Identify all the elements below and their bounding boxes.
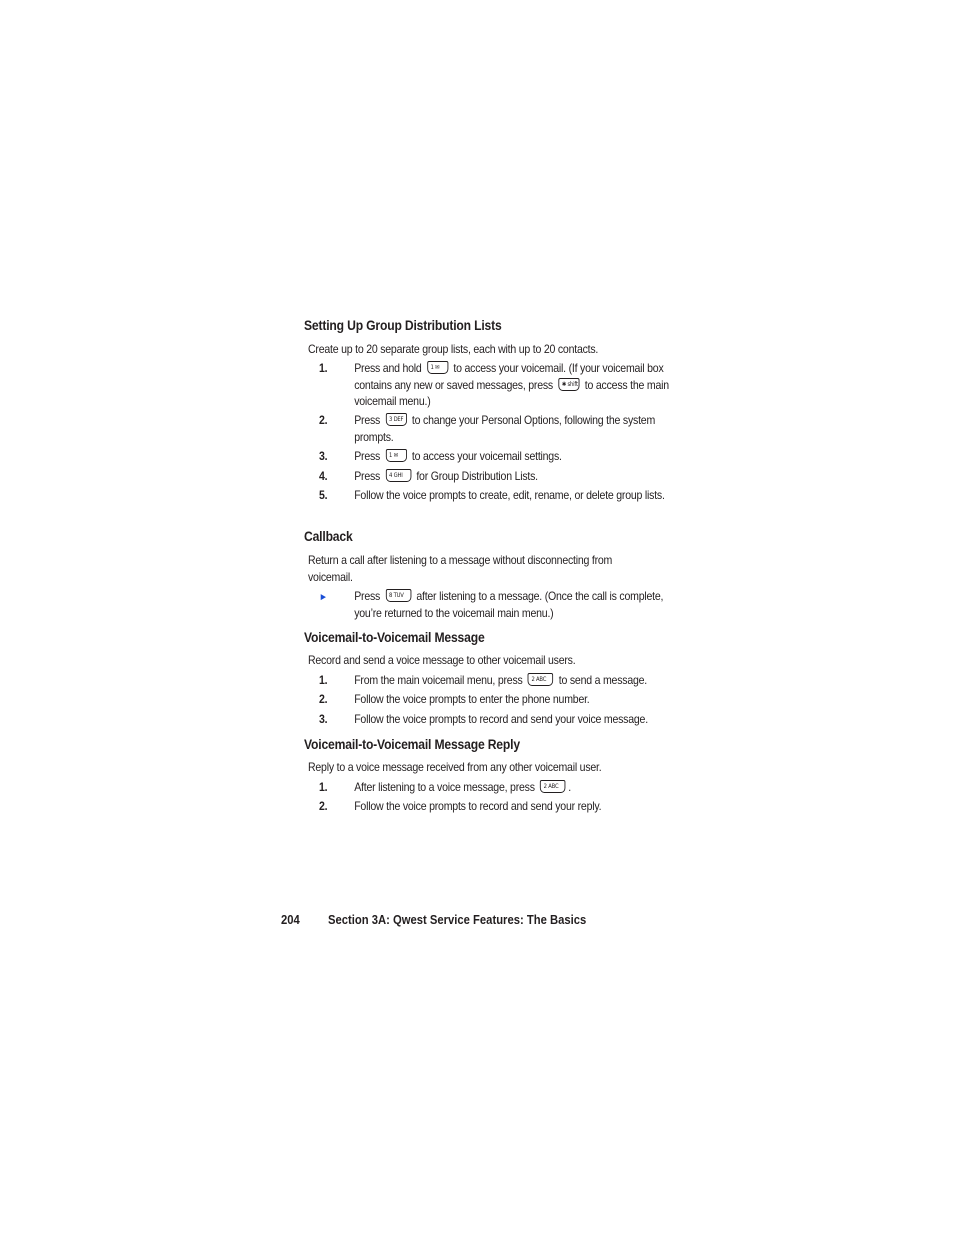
step-text: Press 1 ✉ to access your voicemail settings. bbox=[354, 449, 562, 463]
section-footer-title: Section 3A: Qwest Service Features: The Basics bbox=[328, 913, 587, 927]
step-number: 5. bbox=[319, 488, 328, 502]
step-text: From the main voicemail menu, press 2 ABC to send a message. bbox=[354, 673, 648, 687]
step-number: 1. bbox=[319, 673, 328, 687]
step-text: After listening to a voice message, press 2 ABC . bbox=[354, 780, 572, 794]
step-text: Follow the voice prompts to record and send your voice message. bbox=[354, 712, 648, 726]
section-intro: Create up to 20 separate group lists, each with up to 20 contacts. bbox=[308, 342, 599, 356]
key-1-voicemail-icon: 1 ✉ bbox=[427, 361, 448, 374]
step-number: 3. bbox=[319, 712, 328, 726]
section-intro: Reply to a voice message received from any other voicemail user. bbox=[308, 760, 602, 774]
step-text: Press 3 DEF to change your Personal Options, following the system prompts. bbox=[354, 413, 656, 444]
section-heading-callback: Callback bbox=[304, 529, 353, 544]
key-4-ghi-icon: 4 GHI bbox=[385, 469, 411, 482]
step-text: Press and hold 1 ✉ to access your voicemail. (If your voicemail box contains any new or saved messages, press ✱ shift to access the main voicemail menu.) bbox=[354, 361, 669, 408]
key-3-def-icon: 3 DEF bbox=[385, 413, 406, 426]
bullet-arrow-icon: ► bbox=[319, 592, 328, 603]
step-number: 2. bbox=[319, 413, 328, 427]
step-text: Follow the voice prompts to enter the phone number. bbox=[354, 692, 590, 706]
step-number: 2. bbox=[319, 692, 328, 706]
step-number: 3. bbox=[319, 449, 328, 463]
section-intro: Return a call after listening to a message without disconnecting from voicemail. bbox=[308, 553, 613, 584]
section-heading-group-lists: Setting Up Group Distribution Lists bbox=[304, 318, 502, 333]
step-number: 1. bbox=[319, 361, 328, 375]
key-star-icon: ✱ shift bbox=[558, 378, 579, 391]
key-8-tuv-icon: 8 TUV bbox=[385, 589, 411, 602]
section-heading-voicemail-reply: Voicemail-to-Voicemail Message Reply bbox=[304, 737, 520, 752]
step-text: Follow the voice prompts to create, edit, rename, or delete group lists. bbox=[354, 488, 665, 502]
step-text: Follow the voice prompts to record and send your reply. bbox=[354, 799, 602, 813]
section-heading-voicemail-message: Voicemail-to-Voicemail Message bbox=[304, 630, 485, 645]
step-number: 2. bbox=[319, 799, 328, 813]
step-number: 1. bbox=[319, 780, 328, 794]
key-1-voicemail-icon: 1 ✉ bbox=[385, 449, 406, 462]
key-2-abc-icon: 2 ABC bbox=[528, 673, 554, 686]
page-number: 204 bbox=[281, 913, 300, 927]
step-text: Press 4 GHI for Group Distribution Lists. bbox=[354, 469, 538, 483]
step-text: Press 8 TUV after listening to a message. (Once the call is complete, you’re returned to the voicemail main menu.) bbox=[354, 589, 664, 620]
section-intro: Record and send a voice message to other voicemail users. bbox=[308, 653, 576, 667]
key-2-abc-icon: 2 ABC bbox=[540, 780, 566, 793]
step-number: 4. bbox=[319, 469, 328, 483]
